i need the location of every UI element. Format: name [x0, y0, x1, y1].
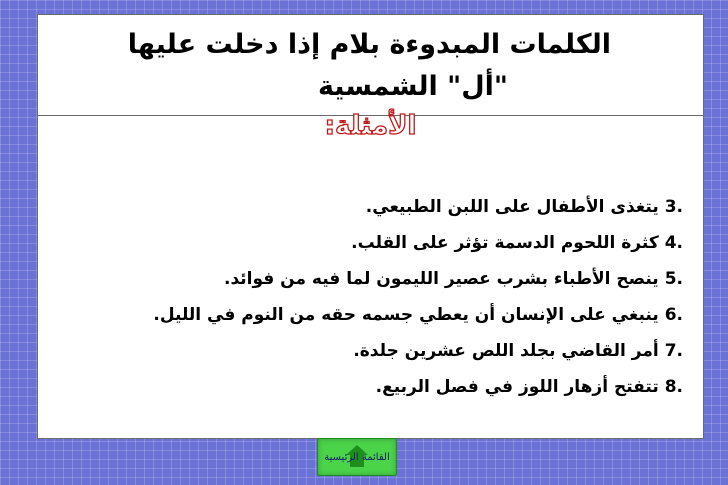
item-number: 8. [664, 377, 683, 397]
slide-panel [37, 14, 704, 439]
item-number: 6. [664, 305, 683, 325]
item-text: كثرة اللحوم الدسمة تؤثر على القلب. [351, 233, 659, 253]
item-text: ينصح الأطباء بشرب عصير الليمون لما فيه من فوائد. [223, 269, 659, 289]
list-item [153, 369, 683, 405]
examples-list [153, 189, 683, 405]
title-box [38, 15, 703, 116]
examples-heading: الأمثلة: [324, 111, 417, 141]
item-number: 3. [664, 197, 683, 217]
item-text: ينبغي على الإنسان أن يعطي جسمه حقه من النوم في الليل. [153, 305, 659, 325]
item-number: 4. [664, 233, 683, 253]
list-item [153, 297, 683, 333]
list-item [153, 189, 683, 225]
slide-title-line2: "أل" الشمسية [317, 71, 508, 102]
item-number: 7. [664, 341, 683, 361]
list-item [153, 261, 683, 297]
item-text: تتفتح أزهار اللوز في فصل الربيع. [375, 377, 659, 397]
home-menu-button[interactable] [317, 438, 397, 476]
list-item [153, 225, 683, 261]
item-number: 5. [664, 269, 683, 289]
list-item [153, 333, 683, 369]
item-text: يتغذى الأطفال على اللبن الطبيعي. [365, 197, 659, 217]
home-menu-label: القائمة الرئيسية [324, 451, 390, 463]
slide-title-line1: الكلمات المبدوءة بلام إذا دخلت عليها [127, 29, 611, 60]
item-text: أمر القاضي بجلد اللص عشرين جلدة. [353, 341, 659, 361]
